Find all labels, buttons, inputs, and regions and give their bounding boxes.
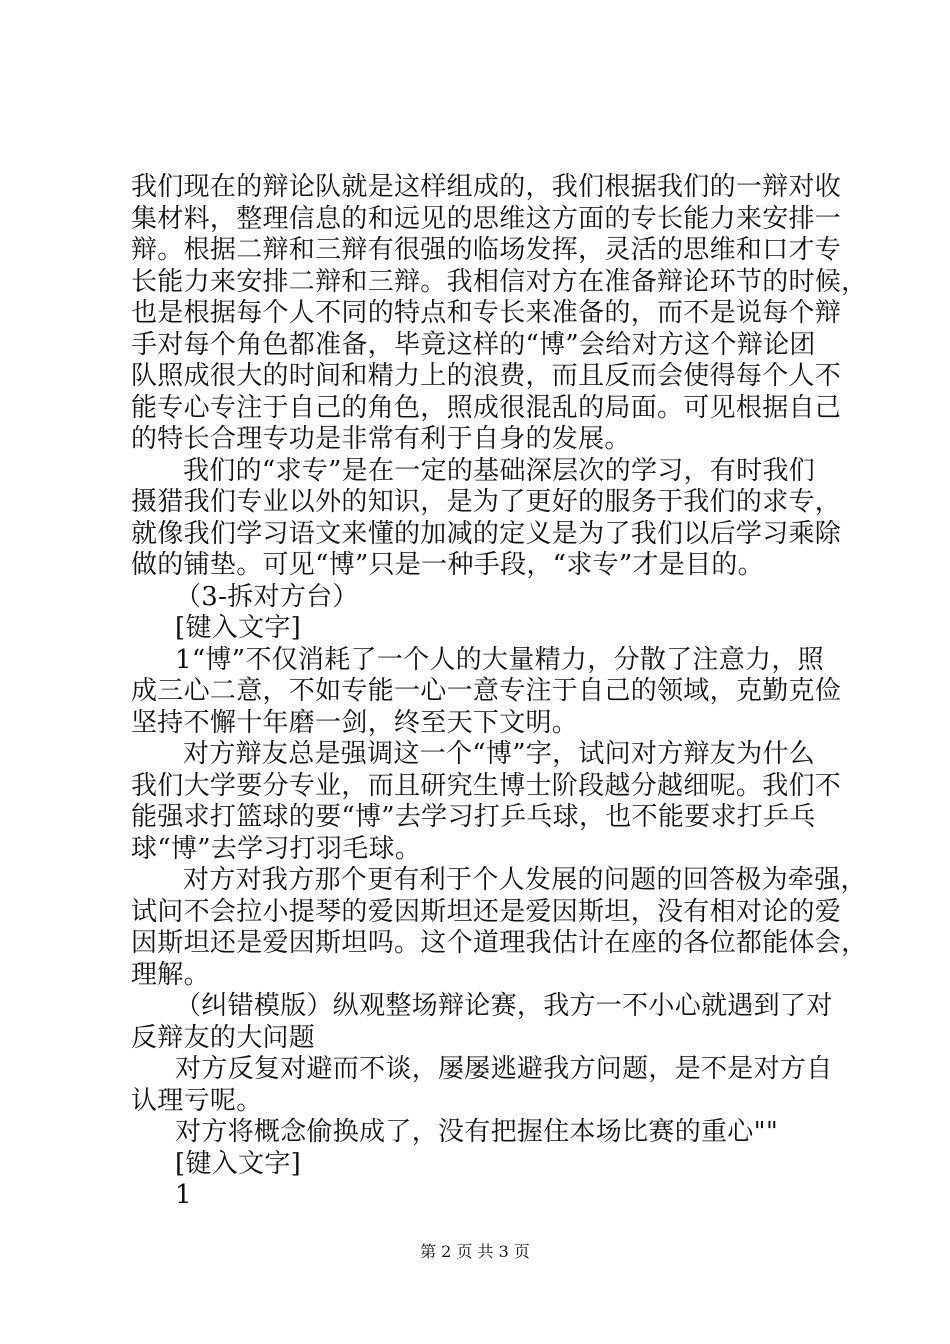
- placeholder-text: [键入文字]: [175, 613, 302, 643]
- text-line: 球“博”去学习打羽毛球。: [131, 833, 422, 864]
- text-line: 我们大学要分专业，而且研究生博士阶段越分越细呢。我们不: [131, 770, 842, 801]
- text-line: 对方反复对避而不谈，屡屡逃避我方问题，是不是对方自: [175, 1054, 833, 1084]
- text-line: 也是根据每个人不同的特点和专长来准备的，而不是说每个辩: [131, 298, 842, 328]
- text-line: 队照成很大的时间和精力上的浪费，而且反而会使得每个人不: [131, 361, 842, 391]
- text-line: 对方辩友总是强调这一个“博”字，试问对方辩友为什么: [183, 739, 816, 769]
- text-line: 能强求打篮球的要“博”去学习打乒乓球，也不能要求打乒乓: [131, 802, 816, 832]
- text-line: 集材料，整理信息的和远见的思维这方面的专长能力来安排一: [131, 203, 842, 234]
- text-line: 做的铺垫。可见“博”只是一种手段，“求专”才是目的。: [131, 550, 764, 580]
- text-line: 理解。: [131, 959, 210, 990]
- text-line: 我们现在的辩论队就是这样组成的，我们根据我们的一辩对收: [131, 172, 842, 202]
- text-line: 因斯坦还是爱因斯坦吗。这个道理我估计在座的各位都能体会，: [131, 928, 868, 958]
- text-line: 试问不会拉小提琴的爱因斯坦还是爱因斯坦，没有相对论的爱: [131, 896, 842, 927]
- text-line: 对方将概念偷换成了，没有把握住本场比赛的重心"": [175, 1117, 779, 1147]
- text-line: 我们的“求专”是在一定的基础深层次的学习，有时我们: [183, 455, 816, 486]
- section-label: （3-拆对方台）: [175, 581, 359, 612]
- text-line: 认理亏呢。: [131, 1085, 263, 1116]
- text-line: 摄猎我们专业以外的知识，是为了更好的服务于我们的求专，: [131, 487, 842, 517]
- text-line: 辩。根据二辩和三辩有很强的临场发挥，灵活的思维和口才专: [131, 235, 842, 265]
- text-line: 手对每个角色都准备，毕竟这样的“博”会给对方这个辩论团: [131, 329, 816, 360]
- text-line: 对方对我方那个更有利于个人发展的问题的回答极为牵强，: [183, 865, 867, 895]
- document-body: [131, 172, 868, 1212]
- placeholder-text: [键入文字]: [175, 1148, 302, 1179]
- text-line: 的特长合理专功是非常有利于自身的发展。: [131, 424, 631, 454]
- text-line: 能专心专注于自己的角色，照成很混乱的局面。可见根据自己: [131, 392, 842, 423]
- text-line: 长能力来安排二辩和三辩。我相信对方在准备辩论环节的时候，: [131, 266, 868, 297]
- text-line: 1: [175, 1180, 192, 1210]
- text-line: 坚持不懈十年磨一剑，终至天下文明。: [131, 707, 579, 738]
- text-line: 反辩友的大问题: [131, 1022, 316, 1053]
- section-label: （纠错模版）纵观整场辩论赛，我方一不小心就遇到了对: [175, 991, 833, 1021]
- page-number-footer: 第 2 页 共 3 页: [420, 1242, 530, 1261]
- text-line: 1“博”不仅消耗了一个人的大量精力，分散了注意力，照: [175, 644, 824, 675]
- text-line: 成三心二意，不如专能一心一意专注于自己的领域，克勤克俭: [131, 676, 842, 706]
- text-line: 就像我们学习语文来懂的加减的定义是为了我们以后学习乘除: [131, 518, 842, 549]
